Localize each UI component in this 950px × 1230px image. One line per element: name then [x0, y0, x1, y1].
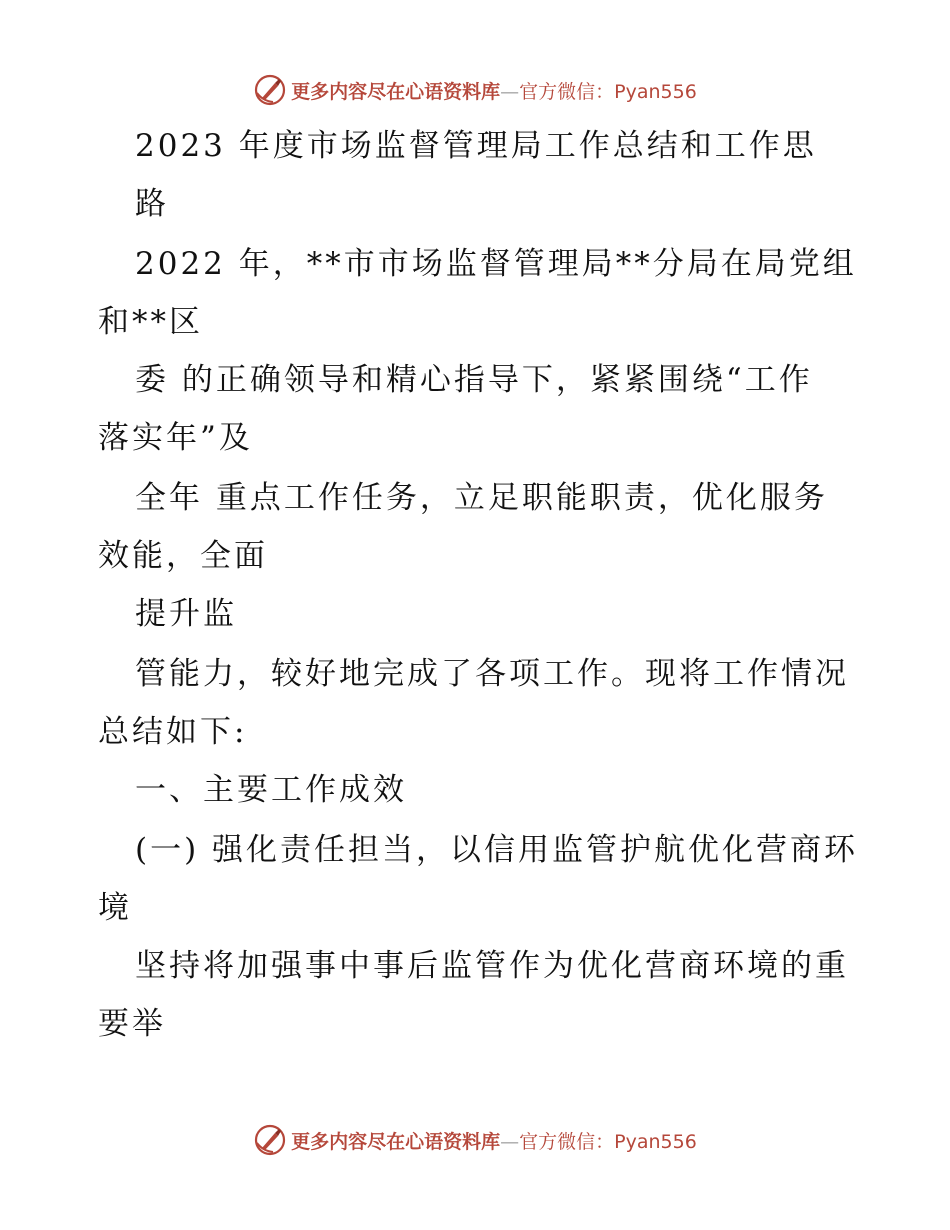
watermark-separator: — [500, 1130, 520, 1153]
watermark-text [291, 1127, 697, 1154]
doc-line: 落实年”及 [98, 420, 253, 456]
footer-watermark [0, 1120, 950, 1160]
watermark-lead: 更多内容尽在心语资料库 [291, 80, 501, 103]
doc-line: 境 [98, 890, 132, 926]
watermark-tail: 官方微信：Pyan556 [519, 80, 697, 103]
watermark-separator: — [500, 80, 520, 103]
subsection-heading: (一) 强化责任担当，以信用监管护航优化营商环 [135, 832, 859, 868]
doc-line: 管能力，较好地完成了各项工作。现将工作情况 [135, 656, 849, 692]
doc-line: 和**区 [98, 304, 203, 340]
watermark-tail: 官方微信：Pyan556 [519, 1130, 697, 1153]
doc-line: 2022 年，**市市场监督管理局**分局在局党组 [135, 246, 857, 282]
doc-line: 效能，全面 [98, 538, 268, 574]
watermark-lead: 更多内容尽在心语资料库 [291, 1130, 501, 1153]
doc-line: 委 的正确领导和精心指导下，紧紧围绕“工作 [135, 362, 813, 398]
doc-line: 总结如下: [98, 714, 248, 750]
doc-title-line-2: 路 [135, 186, 169, 222]
pen-logo-icon [253, 1123, 287, 1157]
doc-title-line-1: 2023 年度市场监督管理局工作总结和工作思 [135, 128, 817, 164]
doc-line: 提升监 [135, 596, 237, 632]
doc-line: 要举 [98, 1006, 166, 1042]
section-heading: 一、主要工作成效 [135, 772, 407, 808]
doc-line: 坚持将加强事中事后监管作为优化营商环境的重 [135, 948, 849, 984]
doc-line: 全年 重点工作任务，立足职能职责，优化服务 [135, 480, 828, 516]
